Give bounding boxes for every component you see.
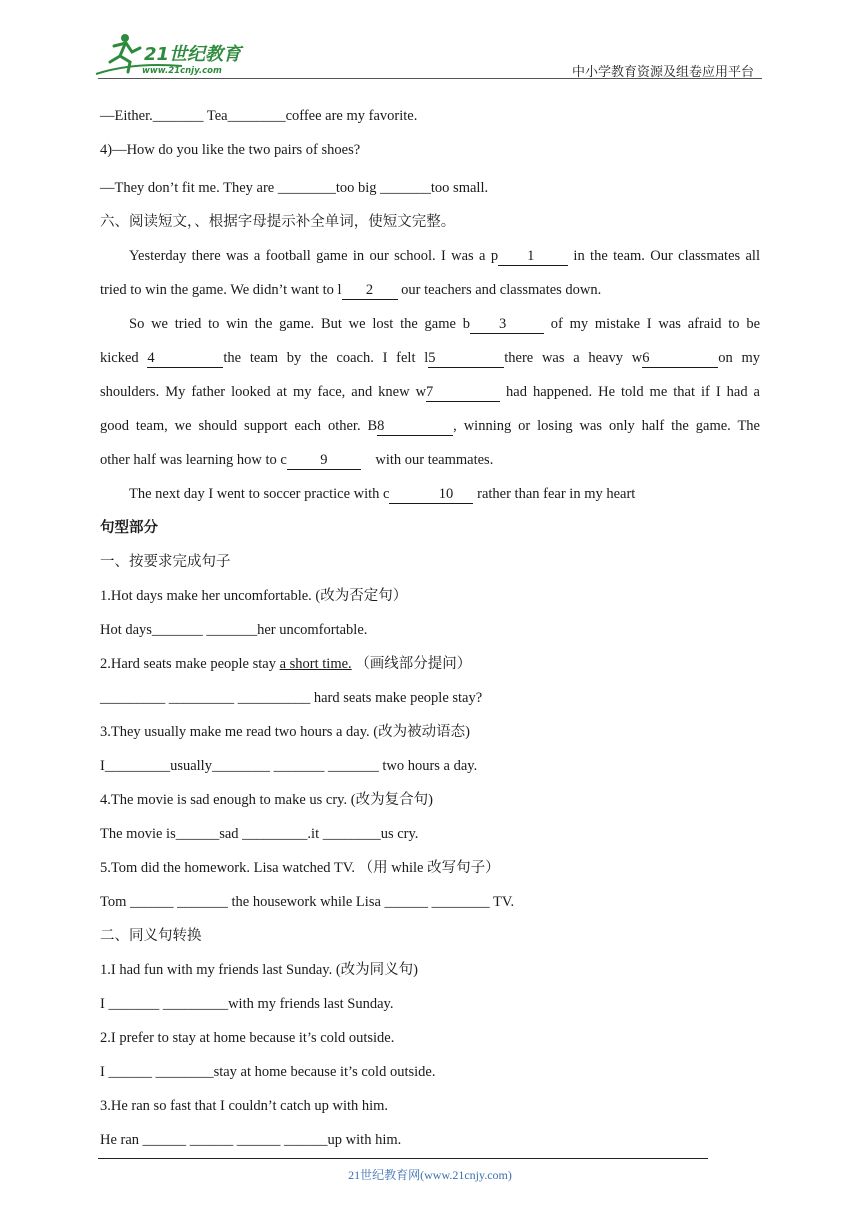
header-divider — [98, 78, 762, 79]
rewrite-answer-2[interactable]: I ______ ________stay at home because it’s cold outside. — [100, 1064, 436, 1080]
question-4: 4.The movie is sad enough to make us cry. (改为复合句) — [100, 792, 433, 808]
passage-line-2: tried to win the game. We didn’t want to l 2 our teachers and classmates down. — [100, 282, 602, 298]
blank-3[interactable]: 3 — [470, 315, 544, 334]
dialogue-answer-4: —They don’t fit me. They are ________too big _______too small. — [100, 180, 489, 196]
dialogue-answer-either: —Either._______ Tea________coffee are my favorite. — [100, 108, 418, 124]
blank-1[interactable]: 1 — [498, 247, 568, 266]
passage-line-1: Yesterday there was a football game in our school. I was a p 1 in the team. Our classmates all — [129, 248, 760, 264]
rewrite-question-1: 1.I had fun with my friends last Sunday. (改为同义句) — [100, 962, 419, 978]
blank-2[interactable]: 2 — [342, 281, 398, 300]
dialogue-question-4: 4)—How do you like the two pairs of shoes? — [100, 142, 361, 158]
footer-divider — [98, 1158, 708, 1159]
question-1: 1.Hot days make her uncomfortable. (改为否定句） — [100, 588, 408, 604]
answer-1[interactable]: Hot days_______ _______her uncomfortable. — [100, 622, 368, 638]
rewrite-answer-1[interactable]: I _______ _________with my friends last Sunday. — [100, 996, 394, 1012]
rewrite-answer-3[interactable]: He ran ______ ______ ______ ______up with him. — [100, 1132, 402, 1148]
logo-21cnjy — [92, 32, 262, 78]
section-1-heading: 一、按要求完成句子 — [100, 554, 231, 570]
answer-3[interactable]: I_________usually________ _______ _______ two hours a day. — [100, 758, 478, 774]
blank-10[interactable]: 10 — [389, 485, 473, 504]
answer-2[interactable]: _________ _________ __________ hard seats make people stay? — [100, 690, 483, 706]
question-5: 5.Tom did the homework. Lisa watched TV. （用 while 改写句子） — [100, 860, 500, 876]
question-2: 2.Hard seats make people stay a short time. （画线部分提问） — [100, 656, 472, 672]
passage-line-4: kicked 4 the team by the coach. I felt l5 there was a heavy w6 on my — [100, 350, 761, 366]
blank-7[interactable]: 7 — [426, 383, 500, 402]
rewrite-question-3: 3.He ran so fast that I couldn’t catch up with him. — [100, 1098, 389, 1114]
sentence-section-title: 句型部分 — [100, 520, 158, 536]
underlined-phrase: a short time. — [279, 656, 352, 672]
worksheet-body — [100, 99, 760, 1157]
passage-line-6: good team, we should support each other. B8 , winning or losing was only half the game. The — [100, 418, 760, 434]
passage-line-3: So we tried to win the game. But we lost the game b 3 of my mistake I was afraid to be — [129, 316, 761, 332]
passage-line-5: shoulders. My father looked at my face, and knew w7 had happened. He told me that if I had a — [100, 384, 760, 400]
logo-url-text: www.21cnjy.com — [142, 66, 222, 76]
section-6-heading: 六、阅读短文，、根据字母提示补全单词，使短文完整。 — [100, 214, 456, 230]
blank-9[interactable]: 9 — [287, 451, 361, 470]
blank-4[interactable]: 4 — [147, 349, 223, 368]
footer-link[interactable]: 21世纪教育网(www.21cnjy.com) — [348, 1168, 512, 1182]
logo-brand-text: 21世纪教育 — [144, 44, 242, 65]
blank-6[interactable]: 6 — [642, 349, 718, 368]
rewrite-question-2: 2.I prefer to stay at home because it’s cold outside. — [100, 1030, 395, 1046]
answer-4[interactable]: The movie is______sad _________.it ________us cry. — [100, 826, 419, 842]
question-3: 3.They usually make me read two hours a day. (改为被动语态) — [100, 724, 470, 740]
platform-name: 中小学教育资源及组卷应用平台 — [571, 64, 754, 79]
passage-line-8: The next day I went to soccer practice with c 10 rather than fear in my heart — [129, 486, 636, 502]
blank-5[interactable]: 5 — [428, 349, 504, 368]
passage-line-7: other half was learning how to c 9 with our teammates. — [100, 452, 494, 468]
page-header — [0, 0, 860, 90]
section-2-heading: 二、同义句转换 — [100, 928, 202, 944]
answer-5[interactable]: Tom ______ _______ the housework while Lisa ______ ________ TV. — [100, 894, 515, 910]
blank-8[interactable]: 8 — [377, 417, 453, 436]
